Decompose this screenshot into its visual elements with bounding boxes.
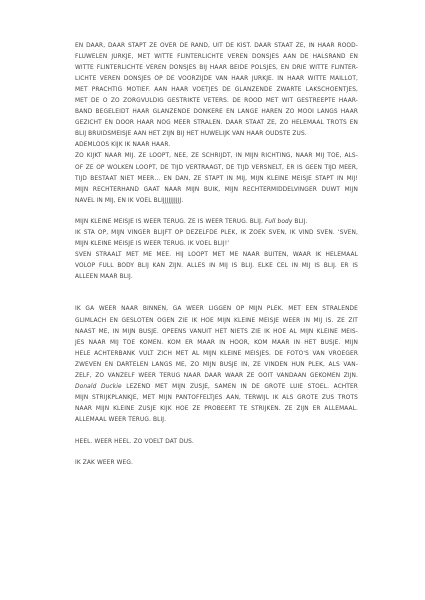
- text-line: ZO KIJKT NAAR MIJ. ZE LOOPT, NEE, ZE SCHRIJDT, IN MIJN RICHTING, NAAR MIJ TOE, ALS-: [75, 153, 358, 160]
- text-line: ADEMLOOS KIJK IK NAAR HAAR.: [75, 142, 171, 149]
- text-segment: MIJN KLEINE MEISJE IS WEER TERUG. ZE IS WEER TERUG. BLIJ.: [75, 219, 265, 226]
- text-line: VOLOP FULL BODY BLIJ KAN ZIJN. ALLES IN MIJ IS BLIJ. ELKE CEL IN MIJ IS BLIJ. ER IS: [75, 263, 358, 270]
- text-line: NAVEL IN MIJ, EN IK VOEL BLIJJJJJJJJJJ.: [75, 197, 184, 204]
- text-line: LICHTE VEREN DONSJES OP DE VOORZIJDE VAN HAAR JURKJE. IN HAAR WITTE MAILLOT,: [75, 76, 358, 83]
- text-line: MET PRACHTIG MOTIEF. AAN HAAR VOETJES DE GLANZENDE ZWARTE LAKSCHOENTJES,: [75, 87, 358, 94]
- paragraph-sink-away: [75, 458, 358, 469]
- text-line: GLIMLACH EN GESLOTEN OGEN ZIE IK HOE MIJN KLEINE MEISJE WEER IN MIJ IS. ZE ZIT: [75, 317, 358, 324]
- text-line: IK STA OP, MIJN VINGER BLIJFT OP DEZELFDE PLEK, IK ZOEK SVEN, IK VIND SVEN. ‘SVEN,: [75, 230, 358, 237]
- text-line: ZWEVEN EN DARTELEN LANGS ME, ZO MIJN BUSJE IN, ZE VINDEN HUN PLEK, ALS VAN-: [75, 361, 358, 368]
- text-line: HEEL. WEER HEEL. ZO VOELT DAT DUS.: [75, 438, 194, 445]
- text-line: ALLEEN MAAR BLIJ.: [75, 274, 133, 281]
- paragraph-spacer: [75, 448, 358, 459]
- text-line: ZELF, ZO VANZELF WEER TERUG NAAR DAAR WAAR ZE OOIT VANDAAN GEKOMEN ZIJN.: [75, 372, 358, 379]
- text-line: BAND BEGELEIDT HAAR GLANZENDE DONKERE EN LANGE HAREN ZO MOOI LANGS HAAR: [75, 109, 358, 116]
- text-line: IK ZAK WEER WEG.: [75, 460, 133, 467]
- text-line: [75, 217, 358, 228]
- text-line: TIJD BESTAAT NIET MEER… EN DAN, ZE STAPT IN MIJ, MIJN KLEINE MEISJE STAPT IN MIJ!: [75, 175, 358, 182]
- text-line: HELE ACHTERBANK VULT ZICH MET AL MIJN KLEINE MEISJES. DE FOTO'S VAN VROEGER: [75, 350, 358, 357]
- text-line: NAAR MIJN KLEINE ZUSJE KIJK HOE ZE PROBEERT TE STRIJKEN. ZE ZIJN ER ALLEMAAL.: [75, 405, 358, 412]
- paragraph-spacer: [75, 283, 358, 304]
- text-line: GEZICHT EN DOOR HAAR NOG MEER STRALEN. DAAR STAAT ZE, ZO HELEMAAL TROTS EN: [75, 120, 358, 127]
- emphasis-donald-duckie: Donald Duckie: [75, 383, 122, 390]
- paragraph-steps-in: [75, 151, 358, 206]
- text-line: MIJN KLEINE MEISJE IS WEER TERUG. IK VOEL BLIJ!’: [75, 241, 230, 248]
- text-line: IK GA WEER NAAR BINNEN, GA WEER LIGGEN OP MIJN PLEK. MET EEN STRALENDE: [75, 306, 358, 313]
- text-line: MET DE O ZO ZORGVULDIG GESTRIKTE VETERS. DE ROOD MET WIT GESTREEPTE HAAR-: [75, 98, 358, 105]
- text-segment: LEZEND MET MIJN ZUSJE, SAMEN IN DE GROTE LUIE STOEL. ACHTER: [121, 383, 358, 390]
- paragraph-little-girls: [75, 304, 358, 426]
- paragraph-spacer: [75, 426, 358, 437]
- text-line: BLIJ BRUIDSMEISJE AAN HET ZIJN BIJ HET HUWELIJK VAN HAAR OUDSTE ZUS.: [75, 131, 307, 138]
- text-line: WITTE FLINTERLICHTE VEREN DONSJES BIJ HAAR BEIDE POLSJES, EN DRIE WITTE FLINTER-: [75, 65, 358, 72]
- paragraph-bridesmaid: [75, 41, 358, 151]
- paragraph-whole: [75, 437, 358, 448]
- text-line: ALLEMAAL WEER TERUG. BLIJ.: [75, 416, 167, 423]
- text-segment: BLIJ.: [292, 219, 308, 226]
- text-line: [75, 382, 358, 393]
- text-line: MIJN RECHTERHAND GAAT NAAR MIJN BUIK, MIJN RECHTERMIDDELVINGER DUWT MIJN: [75, 186, 358, 193]
- text-line: EN DAAR, DAAR STAPT ZE OVER DE RAND, UIT DE KIST. DAAR STAAT ZE, IN HAAR ROOD-: [75, 43, 358, 49]
- text-line: MIJN STRIJKPLANKJE, MET MIJN PANTOFFELTJES AAN, TERWIJL IK ALS GROTE ZUS TROTS: [75, 394, 358, 401]
- document-page: [75, 41, 358, 469]
- paragraph-spacer: [75, 207, 358, 218]
- text-line: FLUWELEN JURKJE, MET WITTE FLINTERLICHTE VEREN DONSJES AAN DE HALSRAND EN: [75, 54, 358, 61]
- text-line: SVEN STRAALT MET ME MEE. HIJ LOOPT MET ME NAAR BUITEN, WAAR IK HELEMAAL: [75, 252, 358, 259]
- text-line: NAAST ME, IN MIJN BUSJE. OPEENS VANUIT HET NIETS ZIE IK HOE AL MIJN KLEINE MEIS-: [75, 328, 358, 335]
- emphasis-full-body: Full body: [264, 219, 293, 226]
- text-line: OF ZE OP WOLKEN LOOPT, DE TIJD VERTRAAGT, DE TIJD VERSNELT, ER IS GEEN TIJD MEER,: [75, 164, 358, 171]
- paragraph-back: [75, 217, 358, 283]
- text-line: JES NAAR MIJ TOE KOMEN. KOM ER MAAR IN HOOR, KOM MAAR IN HET BUSJE. MIJN: [75, 339, 358, 346]
